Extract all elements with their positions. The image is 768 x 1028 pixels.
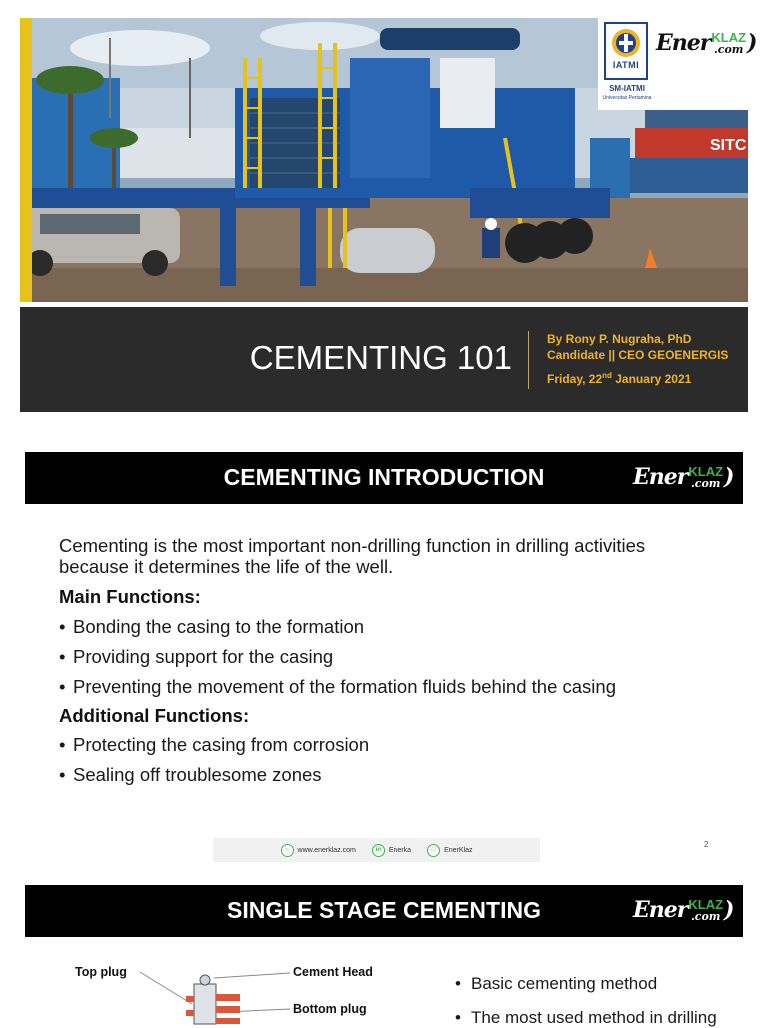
- additional-function-item: • Sealing off troublesome zones: [59, 764, 322, 786]
- single-stage-slide-header: [25, 885, 743, 937]
- instagram-text: EnerKlaz: [444, 846, 473, 854]
- main-functions-heading: Main Functions:: [59, 586, 201, 607]
- linkedin-text: Enerka: [388, 846, 412, 854]
- main-function-item: • Providing support for the casing: [59, 646, 333, 668]
- smiatmi-label: SM-IATMI: [609, 84, 645, 93]
- additional-function-item: • Protecting the casing from corrosion: [59, 734, 369, 756]
- website-text: www.enerklaz.com: [297, 846, 356, 854]
- enerklaz-klaz-text: KLAZ: [711, 30, 747, 45]
- main-function-item: • Preventing the movement of the formation fluids behind the casing: [59, 676, 616, 698]
- enerklaz-logo: Ener KLAZ .com ): [633, 897, 735, 923]
- enerklaz-klaz-text: KLAZ: [688, 897, 724, 912]
- instagram-link[interactable]: [427, 844, 472, 857]
- title-bar: [20, 307, 748, 412]
- iatmi-logo: [604, 22, 648, 80]
- enerklaz-com-text: .com: [690, 910, 721, 923]
- linkedin-link[interactable]: [372, 844, 411, 857]
- enerklaz-ener-text: Ener: [633, 897, 688, 923]
- iatmi-emblem-icon: [610, 27, 642, 59]
- date-prefix: Friday, 22: [547, 372, 603, 386]
- enerklaz-ener-text: Ener: [656, 30, 711, 56]
- additional-functions-heading: Additional Functions:: [59, 705, 250, 726]
- enerklaz-klaz-text: KLAZ: [688, 464, 724, 479]
- intro-slide-title: CEMENTING INTRODUCTION: [223, 464, 545, 490]
- single-stage-bullet: • Basic cementing method: [455, 974, 657, 994]
- top-plug-label: Top plug: [75, 965, 127, 979]
- enerklaz-com-text: .com: [713, 43, 744, 56]
- main-function-item: • Bonding the casing to the formation: [59, 616, 364, 638]
- iatmi-label: IATMI: [612, 60, 640, 70]
- title-divider: [528, 331, 529, 389]
- enerklaz-ener-text: Ener: [633, 464, 688, 490]
- single-stage-bullet: • The most used method in drilling: [455, 1008, 717, 1028]
- partner-logos: [598, 18, 758, 110]
- date-suffix: January 2021: [611, 372, 692, 386]
- linkedin-icon: in: [372, 844, 385, 857]
- cover-photo: [20, 18, 758, 302]
- enerklaz-com-text: .com: [690, 477, 721, 490]
- social-footer: [213, 838, 540, 862]
- instagram-icon: □: [427, 844, 440, 857]
- website-link[interactable]: [281, 844, 356, 857]
- single-stage-slide-title: SINGLE STAGE CEMENTING: [227, 897, 541, 923]
- page-number: 2: [704, 840, 709, 849]
- enerklaz-logo: Ener KLAZ .com ): [633, 464, 735, 490]
- intro-paragraph: Cementing is the most important non-drilling function in drilling activities because it determines the life of the well.: [59, 535, 646, 577]
- svg-text:SITC: SITC: [710, 137, 747, 154]
- bottom-plug-label: Bottom plug: [293, 1002, 367, 1016]
- cement-head-diagram: [130, 960, 300, 1024]
- smiatmi-sub-label: Universitas Pertamina: [602, 95, 652, 101]
- presentation-date: [547, 371, 691, 386]
- intro-slide-header: [25, 452, 743, 504]
- presentation-title: CEMENTING 101: [249, 339, 512, 376]
- cement-head-label: Cement Head: [293, 965, 373, 979]
- enerklaz-logo: Ener KLAZ .com ): [656, 30, 758, 56]
- globe-icon: ○: [281, 844, 294, 857]
- author-byline: By Rony P. Nugraha, PhD Candidate || CEO GEOENERGIS: [547, 332, 729, 362]
- date-sup: nd: [602, 371, 612, 380]
